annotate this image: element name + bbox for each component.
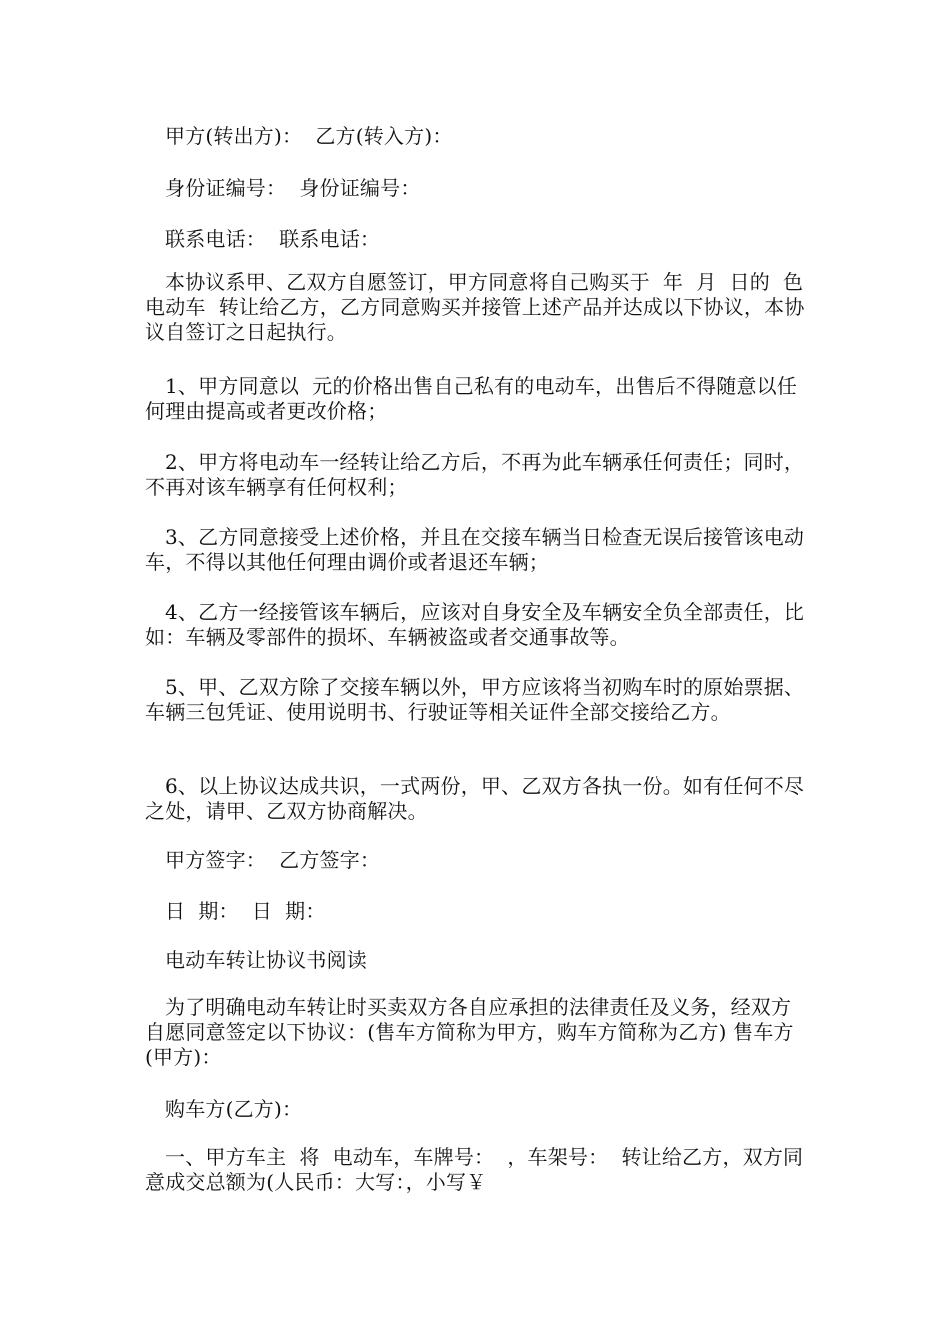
clause-1: 1、甲方同意以 元的价格出售自己私有的电动车，出售后不得随意以任何理由提高或者更改价格；: [145, 374, 798, 423]
intro-paragraph: 本协议系甲、乙双方自愿签订，甲方同意将自己购买于 年 月 日的 色 电动车 转让给乙方，乙方同意购买并接管上述产品并达成以下协议，本协议自签订之日起执行。: [145, 270, 817, 344]
buyer-line: 购车方(乙方)：: [165, 1097, 303, 1121]
clause-3: 3、乙方同意接受上述价格，并且在交接车辆当日检查无误后接管该电动车，不得以其他任何理由调价或者退还车辆；: [145, 525, 805, 574]
clause-5: 5、甲、乙双方除了交接车辆以外，甲方应该将当初购车时的原始票据、车辆三包凭证、使用说明书、行驶证等相关证件全部交接给乙方。: [145, 675, 805, 724]
signature-line: 甲方签字： 乙方签字：: [165, 848, 381, 872]
section-title: 电动车转让协议书阅读: [165, 948, 367, 972]
clause-4: 4、乙方一经接管该车辆后，应该对自身安全及车辆安全负全部责任，比如：车辆及零部件的损坏、车辆被盗或者交通事故等。: [145, 600, 805, 649]
clause-6: 6、以上协议达成共识，一式两份，甲、乙双方各执一份。如有任何不尽之处，请甲、乙双方协商解决。: [145, 774, 805, 823]
party-line: 甲方(转出方)： 乙方(转入方)：: [165, 124, 453, 148]
phone-line: 联系电话： 联系电话：: [165, 227, 381, 251]
clause-2: 2、甲方将电动车一经转让给乙方后，不再为此车辆承任何责任；同时，不再对该车辆享有任何权利；: [145, 450, 805, 499]
date-line: 日 期： 日 期：: [165, 899, 326, 923]
item-one-paragraph: 一、甲方车主 将 电动车，车牌号： ，车架号： 转让给乙方，双方同意成交总额为(人民币：大写：，小写￥: [145, 1145, 804, 1194]
id-number-line: 身份证编号： 身份证编号：: [165, 176, 421, 200]
section-intro-paragraph: 为了明确电动车转让时买卖双方各自应承担的法律责任及义务，经双方自愿同意签定以下协议：(售车方简称为甲方，购车方简称为乙方) 售车方(甲方)：: [145, 995, 794, 1069]
